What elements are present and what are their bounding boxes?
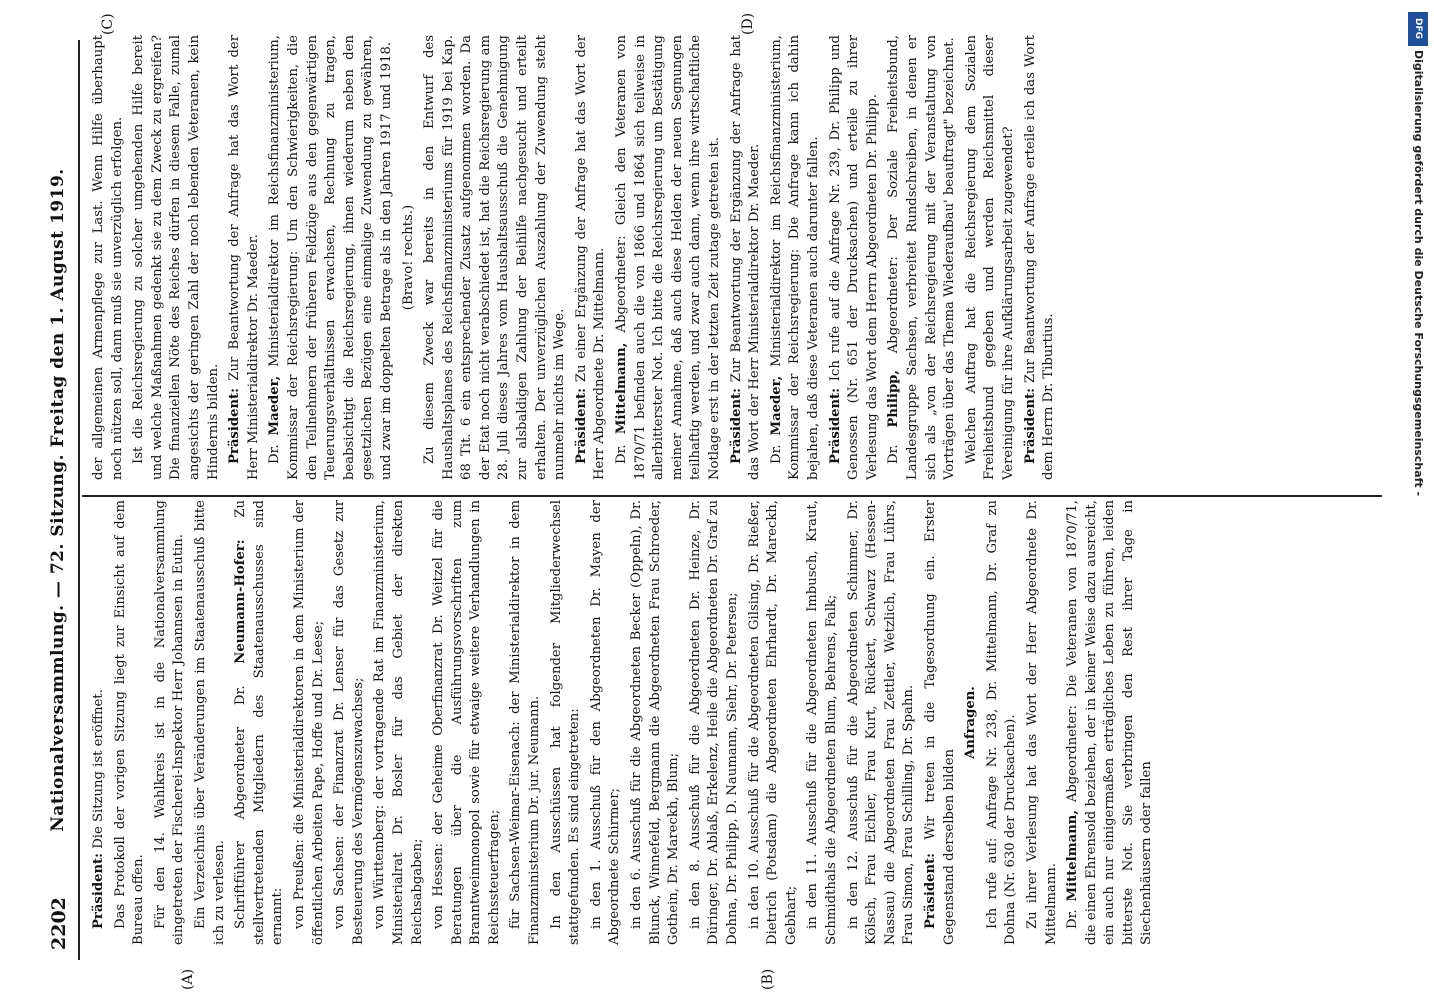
- text: Ein Verzeichnis über Veränderungen im Staatenausschuß bitte ich zu verlesen.: [192, 500, 227, 945]
- bold-lead: Präsident:: [827, 387, 843, 464]
- text: von Sachsen: der Finanzrat Dr. Lenser für das Gesetz zur Besteuerung des Vermögenszuwachses;: [332, 500, 366, 945]
- text: Dr.: [768, 435, 784, 464]
- paragraph: [192, 500, 229, 945]
- paragraph: [90, 35, 127, 480]
- paragraph: [421, 35, 570, 480]
- text: Ich rufe auf: Anfrage Nr. 238, Dr. Mittelmann, Dr. Graf zu Dohna (Nr. 630 der Drucksachen).: [984, 500, 1019, 945]
- digitization-credit: [1406, 10, 1430, 990]
- text-cont: Ministerialdirektor im Reichsfinanzministerium, Kommissar der Reichsregierung: Die Anfrage kann ich dahin bejahen, daß diese Veteranen auch darunter fallen.: [768, 35, 821, 480]
- bold-lead: Präsident:: [227, 387, 243, 464]
- page-number: 2202: [48, 897, 70, 950]
- paragraph: [1024, 500, 1061, 945]
- text-cont: Abgeordneter: Die Veteranen von 1870/71, die einen Ehrensold beziehen, der in keiner Weise dazu ausreicht, ein auch nur einigermaßen erträgliches Leben zu führen, leiden bitterste Not. Sie verbringen den Rest ihrer Tage in Siechenhäusern oder fallen: [1065, 499, 1155, 945]
- text: in den 12. Ausschuß für die Abgeordneten Schimmer, Dr. Kölsch, Frau Eichler, Frau Kurt, Rückert, Schwarz (Hessen-Nassau) die Abgeordneten Frau Zettler, Wetzlich, Frau Lührs, Frau Simon, Frau Schilling, Dr. Spahn.: [845, 500, 917, 945]
- header-rule: [78, 40, 80, 960]
- text: Zu einer Ergänzung der Anfrage hat das Wort der Herr Abgeordnete Dr. Mittelmann.: [573, 35, 608, 480]
- text: der allgemeinen Armenpflege zur Last. Wenn Hilfe überhaupt noch nützen soll, dann muß sie unverzüglich erfolgen.: [91, 35, 125, 480]
- text: (Bravo! rechts.): [400, 204, 416, 311]
- text: Zur Beantwortung der Anfrage erteile ich das Wort dem Herrn Dr. Tiburtius.: [1022, 35, 1057, 480]
- dfg-logo: DFG: [1408, 12, 1428, 46]
- credit-text: Digitalisierung gefördert durch die Deutsche Forschungsgemeinschaft -: [1412, 50, 1425, 497]
- paragraph: [130, 35, 223, 480]
- text-cont: Zu stellvertretenden Mitgliedern des Staatenausschusses sind ernannt:: [233, 500, 286, 945]
- paragraph: [291, 500, 328, 945]
- paragraph: [963, 35, 1019, 480]
- text: In den Ausschüssen hat folgender Mitgliederwechsel stattgefunden. Es sind eingetreten:: [548, 500, 583, 945]
- paragraph: [1064, 500, 1157, 945]
- text: Dr.: [614, 434, 630, 464]
- paragraph: [728, 35, 765, 480]
- text: von Württemberg: der vortragende Rat im Finanzministerium, Ministerialrat Dr. Bosler für das Gebiet der direkten Reichsabgaben;: [372, 500, 425, 945]
- text: Wir treten in die Tagesordnung ein. Erster Gegenstand derselben bilden: [922, 500, 957, 945]
- margin-mark-a: (A): [180, 968, 196, 990]
- column-divider: [82, 496, 1382, 498]
- text: von Hessen: der Geheime Oberfinanzrat Dr. Weitzel für die Beratungen über die Ausführungsvorschriften zum Branntweinmonopol sowie für etwaige weitere Verhandlungen in Reichssteuerfragen;: [431, 500, 502, 945]
- bold-name: Neumann-Hofer:: [233, 539, 249, 664]
- paragraph: [331, 500, 368, 945]
- text: Dr.: [267, 435, 283, 464]
- paragraph: [507, 500, 544, 945]
- text: Das Protokoll der vorigen Sitzung liegt zur Einsicht auf dem Bureau offen.: [112, 500, 147, 945]
- bold-name: Mittelmann,: [614, 342, 630, 435]
- running-title: Nationalversammlung. — 72. Sitzung. Freitag den 1. August 1919.: [48, 168, 68, 832]
- paragraph: [885, 35, 959, 480]
- text: in den 6. Ausschuß für die Abgeordneten Becker (Oppeln), Dr. Blunck, Winnefeld, Bergmann die Abgeordneten Frau Schroeder, Gothein, Dr. Mareckh, Blum;: [629, 500, 682, 945]
- paragraph: [400, 35, 419, 480]
- text: Für den 14. Wahlkreis ist in die Nationalversammlung eingetreten der Fischerei-Inspektor Herr Johannsen in Eutin.: [152, 500, 187, 945]
- bold-lead: Präsident:: [573, 387, 589, 464]
- text: Zu diesem Zweck war bereits in den Entwurf des Haushaltsplanes des Reichsfinanzministeriums für 1919 bei Kap. 68 Tit. 6 ein entsprechender Zusatz aufgenommen worden. Da der Etat noch nicht verabschiedet ist, hat die Reichsregierung am 28. Juli dieses Jahres vom Haushaltsausschuß die Genehmigung zur alsbaldigen Zahlung der Beihilfe nachgesucht und erteilt erhalten. Der unverzüglichen Auszahlung der Zuwendung steht nunmehr nichts im Wege.: [422, 35, 568, 480]
- paragraph: [371, 500, 427, 945]
- text: in den 11. Ausschuß für die Abgeordneten Imbusch, Kraut, Schmidthals die Abgeordneten Blum, Behrens, Falk;: [805, 500, 839, 945]
- text: in den 8. Ausschuß für die Abgeordneten Dr. Heinze, Dr. Düringer, Dr. Ablaß, Erkelenz, Heile die Abgeordneten Dr. Graf zu Dohna, Dr. Philipp, D. Naumann, Siehr, Dr. Petersen;: [687, 500, 740, 945]
- left-column: [90, 500, 1160, 945]
- paragraph: [984, 500, 1021, 945]
- paragraph: [573, 35, 610, 480]
- text: von Preußen: die Ministerialdirektoren in dem Ministerium der öffentlichen Arbeiten Pape, Hoffe und Dr. Leese;: [291, 500, 326, 945]
- paragraph: [613, 35, 725, 480]
- text-cont: Ministerialdirektor im Reichsfinanzministerium, Kommissar der Reichsregierung: Um den Schwierigkeiten, die den Teilnehmern der früheren Feldzüge aus den gegenwärtigen Teuerungsverhältnissen erwachsen, Rechnung zu tragen, beabsichtigt die Reichsregierung, ihnen wiederum neben den gesetzlichen Bezügen eine einmalige Zuwendung zu gewähren, und zwar im doppelten Betrage als in den Jahren 1917 und 1918.: [267, 35, 394, 480]
- paragraph: [588, 500, 625, 945]
- margin-mark-c: (C): [100, 13, 116, 35]
- paragraph: [922, 500, 959, 945]
- bold-name: Mittelmann,: [1065, 810, 1081, 902]
- margin-mark-d: (D): [740, 12, 756, 35]
- paragraph: [266, 35, 396, 480]
- text: Ist die Reichsregierung zu solcher umgehenden Hilfe bereit und welche Maßnahmen gedenkt sie zu dem Zweck zu ergreifen? Die finanziellen Nöte des Reiches dürfen in diesem Falle, zumal angesichts der geringen Zahl der noch lebenden Veteranen, kein Hindernis bilden.: [131, 35, 221, 480]
- paragraph: [152, 500, 189, 945]
- text: Dr.: [1065, 901, 1081, 929]
- paragraph: [746, 500, 802, 945]
- paragraph: [962, 500, 981, 945]
- paragraph: [548, 500, 585, 945]
- text: Welchen Auftrag hat die Reichsregierung dem Sozialen Freiheitsbund gegeben und werden Reichsmittel dieser Vereinigung für ihre Aufklärungsarbeit zugewendet?: [963, 35, 1016, 480]
- bold-name: Maeder,: [768, 375, 784, 436]
- text: Zu ihrer Verlesung hat das Wort der Herr Abgeordnete Dr. Mittelmann.: [1024, 500, 1059, 945]
- paragraph: [804, 500, 841, 945]
- bold-lead: Präsident:: [1022, 387, 1038, 464]
- text: Zur Beantwortung der Anfrage hat das Wort der Herr Ministerialdirektor Dr. Maeder.: [227, 35, 261, 480]
- margin-mark-b: (B): [760, 968, 776, 990]
- text: Ich rufe auf die Anfrage Nr. 239, Dr. Philipp und Genossen (Nr. 651 der Drucksachen) und erteile zu ihrer Verlesung das Wort dem Herrn Abgeordneten Dr. Philipp.: [827, 35, 880, 480]
- paragraph: [687, 500, 743, 945]
- text-cont: Abgeordneter: Gleich den Veteranen von 1870/71 befinden auch die von 1866 und 1864 sich teilweise in allerbitterster Not. Ich bitte die Reichsregierung um Bestätigung meiner Annahme, daß auch diese Helden der neuen Segnungen teilhaftig werden, und zwar auch dann, wenn ihre wirtschaftliche Notlage erst in der letzten Zeit zutage getreten ist.: [614, 35, 722, 480]
- right-column: [90, 35, 1062, 480]
- paragraph: [226, 35, 263, 480]
- paragraph: [90, 500, 109, 945]
- text: für Sachsen-Weimar-Eisenach: der Ministerialdirektor in dem Finanzministerium Dr. jur. Neumann.: [508, 500, 543, 945]
- text: Die Sitzung ist eröffnet.: [91, 689, 106, 853]
- text: in den 10. Ausschuß für die Abgeordneten Gilsing, Dr. Rießer, Dietrich (Potsdam) die Abgeordneten Ehrhardt, Dr. Mareckh, Gebhart;: [746, 500, 799, 945]
- bold-name: Maeder,: [267, 375, 283, 436]
- paragraph: [112, 500, 149, 945]
- paragraph: [430, 500, 504, 945]
- bold-name: Philipp,: [886, 370, 902, 428]
- bold-lead: Präsident:: [91, 852, 106, 929]
- paragraph: [768, 35, 824, 480]
- bold-lead: Anfragen.: [963, 686, 979, 759]
- paragraph: [845, 500, 919, 945]
- paragraph: [628, 500, 684, 945]
- text: Dr.: [886, 427, 902, 464]
- bold-lead: Präsident:: [728, 387, 744, 464]
- paragraph: [827, 35, 883, 480]
- paragraph: [232, 500, 288, 945]
- text: Schriftführer Abgeordneter Dr.: [233, 663, 249, 929]
- bold-lead: Präsident:: [922, 852, 938, 929]
- text: Zur Beantwortung der Ergänzung der Anfrage hat das Wort der Herr Ministerialdirektor Dr. Maeder.: [728, 35, 763, 480]
- text-cont: Abgeordneter: Der Soziale Freiheitsbund, Landesgruppe Sachsen, verbreitet Rundschreiben, in denen er sich als „von der Reichsregierung mit der Veranstaltung von Vorträgen über das Thema Wiederaufbau' beauftragt" bezeichnet.: [886, 35, 958, 480]
- page-header: [40, 60, 80, 960]
- paragraph: [1022, 35, 1059, 480]
- text: in den 1. Ausschuß für den Abgeordneten Dr. Mayen der Abgeordnete Schirmer;: [588, 500, 623, 945]
